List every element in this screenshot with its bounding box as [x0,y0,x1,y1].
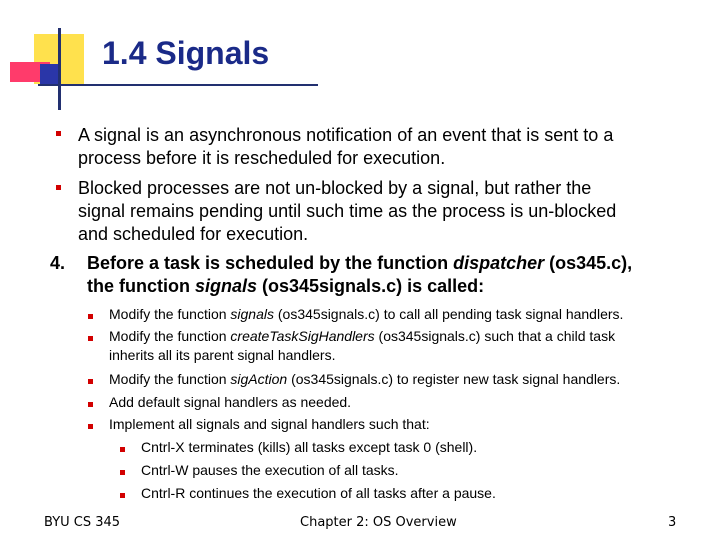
footer-chapter: Chapter 2: OS Overview [300,515,457,530]
sub-bullet-icon [88,379,93,384]
sub-bullet-icon [88,336,93,341]
bullet-1-line-2: process before it is rescheduled for execution. [78,148,446,168]
sub-sub-item-3: Cntrl-R continues the execution of all tasks after a pause. [141,485,496,501]
decor-horizontal-line [38,84,318,86]
item-number: 4. [50,253,66,273]
sub-sub-item-1: Cntrl-X terminates (kills) all tasks except task 0 (shell). [141,439,478,455]
sub-item-3: Modify the function sigAction (os345signals.c) to register new task signal handlers. [109,371,621,387]
footer-course: BYU CS 345 [44,515,121,530]
sub-sub-item-2: Cntrl-W pauses the execution of all tasks. [141,462,399,478]
sub-sub-bullet-icon [120,470,125,475]
bullet-2-line-1: Blocked processes are not un-blocked by a signal, but rather the [78,178,592,198]
slide-title: 1.4 Signals [102,35,270,71]
sub-bullet-icon [88,314,93,319]
sub-item-1: Modify the function signals (os345signals.c) to call all pending task signal handlers. [109,306,624,322]
numbered-item-line-1: Before a task is scheduled by the function dispatcher (os345.c), [87,253,633,273]
numbered-item-line-2: the function signals (os345signals.c) is called: [87,276,485,296]
bullet-2-line-3: and scheduled for execution. [78,224,309,244]
bullet-2-line-2: signal remains pending until such time as the process is un-blocked [78,201,617,221]
sub-sub-bullet-icon [120,493,125,498]
decor-blue-square [40,64,60,86]
bullet-1-line-1: A signal is an asynchronous notification of an event that is sent to a [78,125,614,145]
decor-vertical-line [58,28,61,110]
sub-bullet-icon [88,424,93,429]
bullet-icon [56,185,61,190]
sub-item-2-line-2: inherits all its parent signal handlers. [109,347,336,363]
sub-item-5: Implement all signals and signal handlers such that: [109,416,430,432]
bullet-icon [56,131,61,136]
sub-bullet-icon [88,402,93,407]
function-name-signals: signals [194,276,258,296]
sub-sub-bullet-icon [120,447,125,452]
sub-item-4: Add default signal handlers as needed. [109,394,352,410]
function-name-dispatcher: dispatcher [453,253,545,273]
sub-item-2: Modify the function createTaskSigHandlers (os345signals.c) such that a child task [109,328,616,344]
page-number: 3 [668,515,677,530]
